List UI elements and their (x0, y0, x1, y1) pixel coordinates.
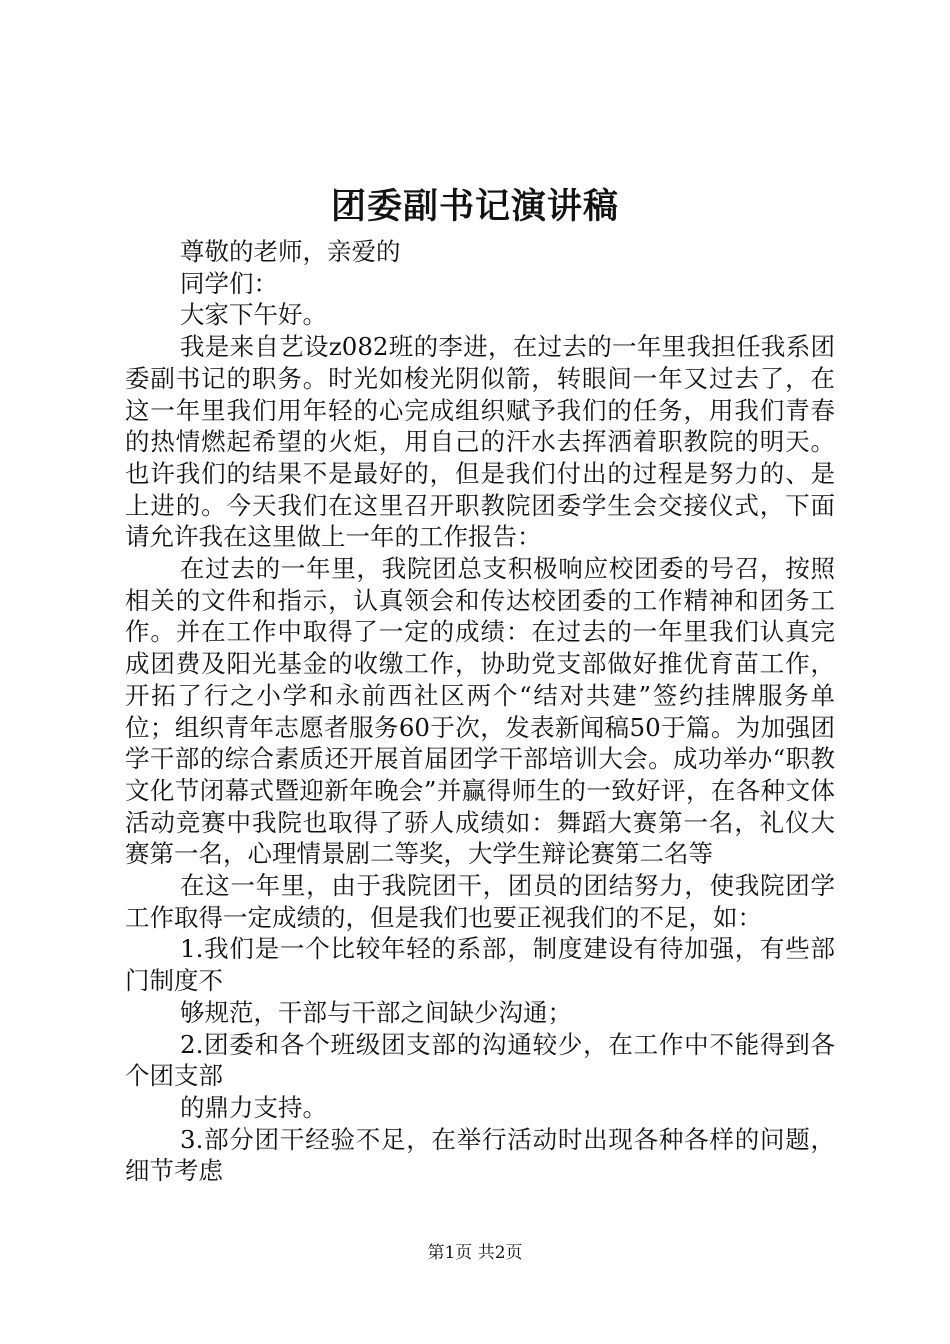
paragraph-item-2: 2.团委和各个班级团支部的沟通较少，在工作中不能得到各个团支部 (125, 1029, 835, 1091)
paragraph-item-2-continued: 的鼎力支持。 (180, 1092, 327, 1122)
paragraph-salutation-2: 同学们： (180, 268, 278, 298)
paragraph-achievements: 在过去的一年里，我院团总支积极响应校团委的号召，按照相关的文件和指示，认真领会和传达校团委的工作精神和团务工作。并在工作中取得了一定的成绩：在过去的一年里我们认真完成团费及阳光基金的收缴工作，协助党支部做好推优育苗工作，开拓了行之小学和永前西社区两个“结对共建”签约挂牌服务单位；组织青年志愿者服务60于次，发表新闻稿50于篇。为加强团学干部的综合素质还开展首届团学干部培训大会。成功举办“职教文化节闭幕式暨迎新年晚会”并赢得师生的一致好评，在各种文体活动竞赛中我院也取得了骄人成绩如：舞蹈大赛第一名，礼仪大赛第一名，心理情景剧二等奖，大学生辩论赛第二名等 (125, 554, 835, 869)
document-body (125, 236, 835, 1187)
paragraph-introduction: 我是来自艺设z082班的李进，在过去的一年里我担任我系团委副书记的职务。时光如梭光阴似箭，转眼间一年又过去了，在这一年里我们用年轻的心完成组织赋予我们的任务，用我们青春的热情燃起希望的火炬，用自己的汗水去挥洒着职教院的明天。也许我们的结果不是最好的，但是我们付出的过程是努力的、是上进的。今天我们在这里召开职教院团委学生会交接仪式，下面请允许我在这里做上一年的工作报告： (125, 332, 835, 552)
paragraph-shortcomings-intro: 在这一年里，由于我院团干，团员的团结努力，使我院团学工作取得一定成绩的，但是我们也要正视我们的不足，如： (125, 871, 835, 932)
document-title: 团委副书记演讲稿 (330, 186, 619, 227)
page-footer: 第1页 共2页 (427, 1243, 523, 1263)
paragraph-greeting: 大家下午好。 (180, 300, 327, 330)
paragraph-item-3: 3.部分团干经验不足，在举行活动时出现各种各样的问题，细节考虑 (125, 1124, 835, 1186)
paragraph-item-1: 1.我们是一个比较年轻的系部，制度建设有待加强，有些部门制度不 (125, 934, 835, 996)
paragraph-item-1-continued: 够规范，干部与干部之间缺少沟通； (180, 997, 572, 1027)
paragraph-salutation-1: 尊敬的老师，亲爱的 (180, 237, 401, 266)
